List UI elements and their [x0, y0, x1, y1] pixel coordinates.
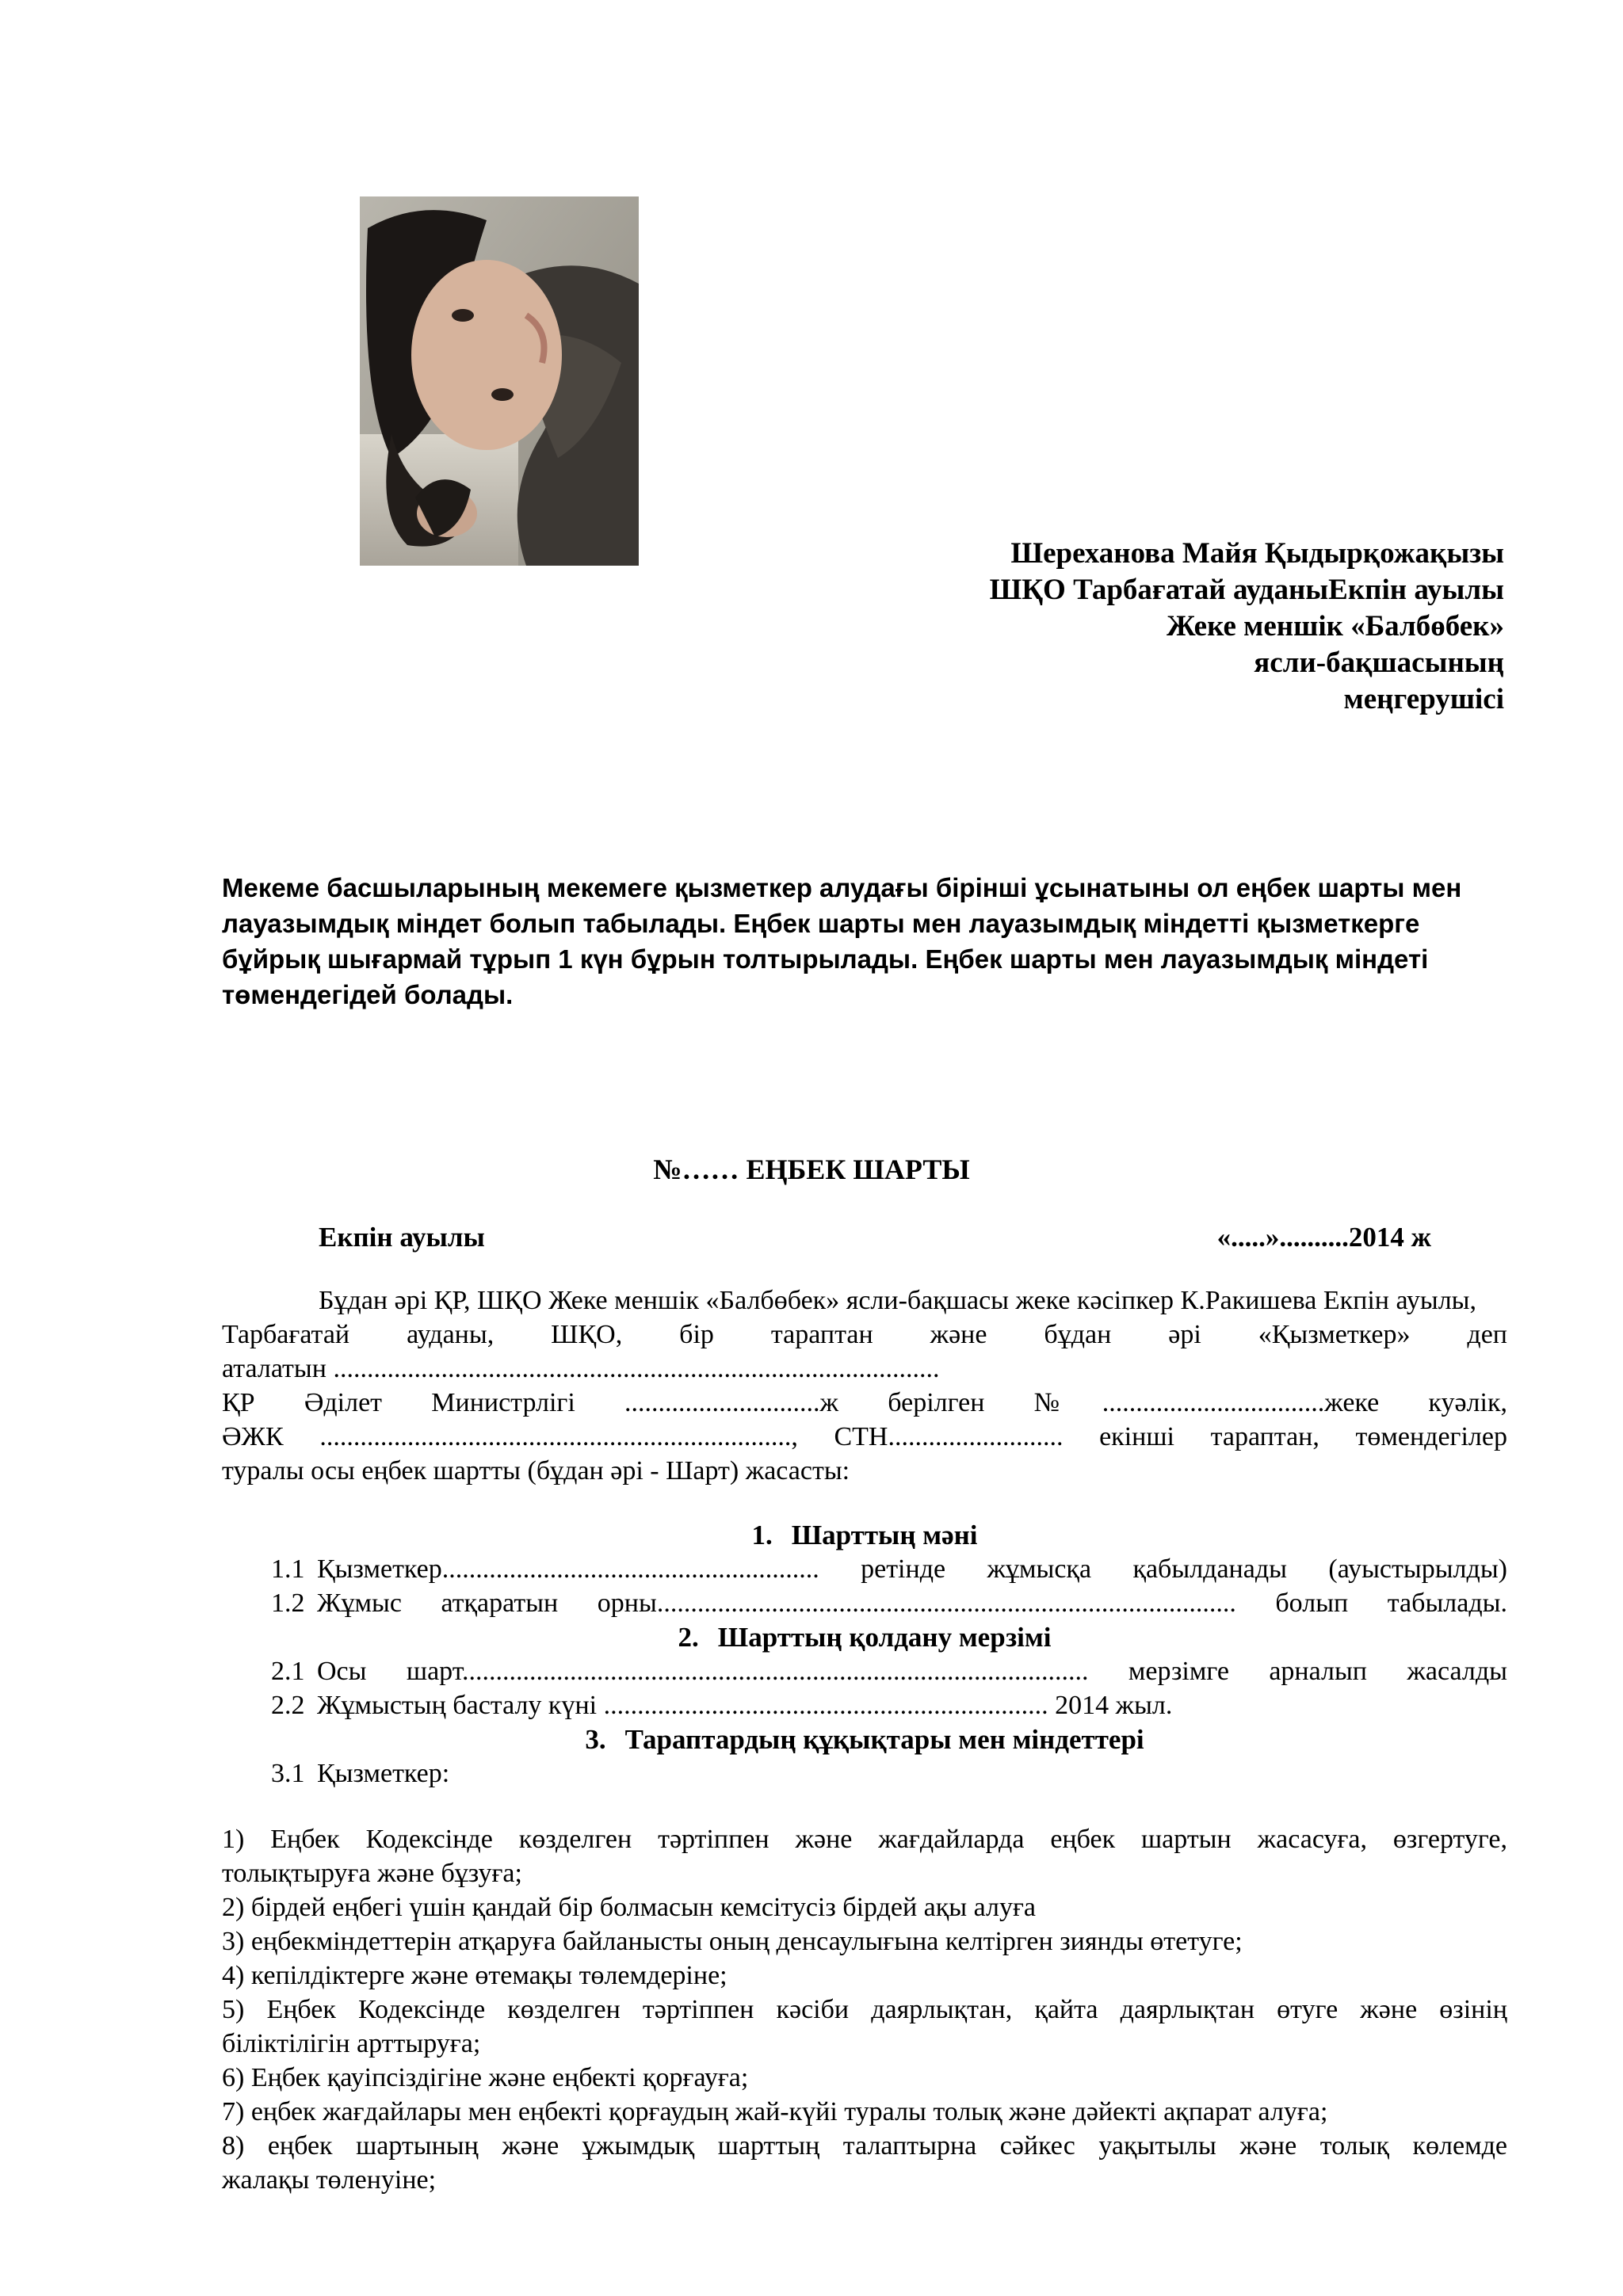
clause-text: Осы шарт............................................................................................. мерзімге арналып жасалды [317, 1657, 1507, 1686]
clause-2-2 [222, 1688, 1507, 1722]
list-item: 7) еңбек жағдайлары мен еңбекті қорғаудың жай-күйі туралы толық және дәйекті ақпарат алуға; [222, 2097, 1328, 2126]
clause-2-1 [222, 1654, 1507, 1688]
contract-date: «.....»..........2014 ж [1216, 1222, 1431, 1253]
list-item: 3) еңбекміндеттерін атқаруға байланысты оның денсаулығына келтірген зиянды өтетуге; [222, 1927, 1243, 1956]
section-title: Шарттың қолдану мерзімі [717, 1622, 1052, 1653]
preamble-line-5: туралы осы еңбек шартты (бұдан әрі - Шарт) жасасты: [222, 1456, 850, 1486]
author-org: Жеке меншік «Балбөбек» [1166, 610, 1504, 643]
author-region: ШҚО Тарбағатай ауданыЕкпін ауылы [989, 574, 1504, 606]
contract-place: Екпін ауылы [319, 1222, 485, 1253]
author-block [990, 536, 1504, 718]
section-1-heading [222, 1518, 1507, 1552]
list-item: 2) бірдей еңбегі үшін қандай бір болмасын кемсітусіз бірдей ақы алуға [222, 1893, 1037, 1922]
list-item: 1) Еңбек Кодексінде көзделген тәртіппен және жағдайларда еңбек шартын жасасуға, өзгертуге, [222, 1825, 1507, 1854]
author-name: Шереханова Майя Қыдырқожақызы [1010, 537, 1504, 570]
portrait-image [360, 196, 639, 566]
clause-number: 1.1 [271, 1554, 305, 1584]
list-item: біліктілігін арттыруға; [222, 2029, 481, 2058]
author-position: меңгерушісі [1343, 683, 1504, 715]
clause-number: 2.1 [271, 1657, 305, 1686]
clause-1-1 [222, 1552, 1507, 1586]
list-item: 6) Еңбек қауіпсіздігіне және еңбекті қорғауға; [222, 2063, 749, 2092]
clause-text: Жұмыс атқаратын орны...................................................................................... болып табылады. [317, 1589, 1507, 1618]
rights-list [222, 1822, 1507, 2197]
clause-number: 1.2 [271, 1589, 305, 1618]
preamble-line-4: ӘЖК ......................................................................, СТН.......................... екінші тараптан, төмендегілер [222, 1422, 1507, 1451]
list-item: 4) кепілдіктерге және өтемақы төлемдеріне; [222, 1961, 727, 1990]
section-number: 2. [678, 1622, 699, 1653]
section-title: Тараптардың құқықтары мен міндеттері [624, 1724, 1144, 1755]
clause-text: Қызметкер: [317, 1759, 450, 1788]
intro-paragraph: Мекеме басшыларының мекемеге қызметкер алудағы бірінші ұсынатыны ол еңбек шарты мен лауазымдық міндет болып табылады. Еңбек шарты мен лауазымдық міндетті қызметкерге бұйрық шығармай тұрып 1 күн бұрын толтырылады. Еңбек шарты мен лауазымдық міндеті төмендегідей болады. [222, 873, 1462, 1009]
list-item: жалақы төленуіне; [222, 2165, 437, 2195]
clause-text: Қызметкер........................................................ ретінде жұмысқа қабылданады (ауыстырылды) [317, 1554, 1507, 1584]
section-number: 1. [751, 1520, 773, 1550]
section-3-heading [222, 1722, 1507, 1756]
list-item: толықтыруға және бұзуға; [222, 1859, 522, 1888]
author-org-type: ясли-бақшасының [1254, 646, 1504, 679]
contract-body [222, 1283, 1507, 2197]
clause-text: Жұмыстың басталу күні .................................................................. 2014 жыл. [317, 1691, 1173, 1720]
clause-number: 3.1 [271, 1759, 305, 1788]
preamble-line-3: ҚР Әділет Министрлігі .............................ж берілген №.................................жеке куәлік, [222, 1388, 1507, 1417]
preamble-paragraph [222, 1283, 1507, 1352]
section-title: Шарттың мәні [791, 1520, 978, 1550]
clause-3-1 [222, 1756, 1507, 1791]
contract-title: №…… ЕҢБЕК ШАРТЫ [653, 1154, 970, 1185]
list-item: 5) Еңбек Кодексінде көзделген тәртіппен кәсіби даярлықтан, қайта даярлықтан өтуге және өзінің [222, 1995, 1507, 2024]
clause-1-2 [222, 1586, 1507, 1620]
author-photo [360, 196, 639, 566]
list-item: 8) еңбек шартының және ұжымдық шарттың талаптырна сәйкес уақытылы және толық көлемде [222, 2131, 1507, 2161]
section-number: 3. [585, 1724, 606, 1755]
section-2-heading [222, 1620, 1507, 1654]
preamble-line-2: аталатын .......................................................................................... [222, 1354, 940, 1383]
clause-number: 2.2 [271, 1691, 305, 1720]
preamble-text-1: Бұдан әрі ҚР, ШҚО Жеке меншік «Балбөбек» ясли-бақшасы жеке кәсіпкер К.Ракишева Екпін ауылы, Тарбағатай ауданы, ШҚО, бір тараптан және бұдан әрі «Қызметкер» деп [222, 1286, 1507, 1349]
